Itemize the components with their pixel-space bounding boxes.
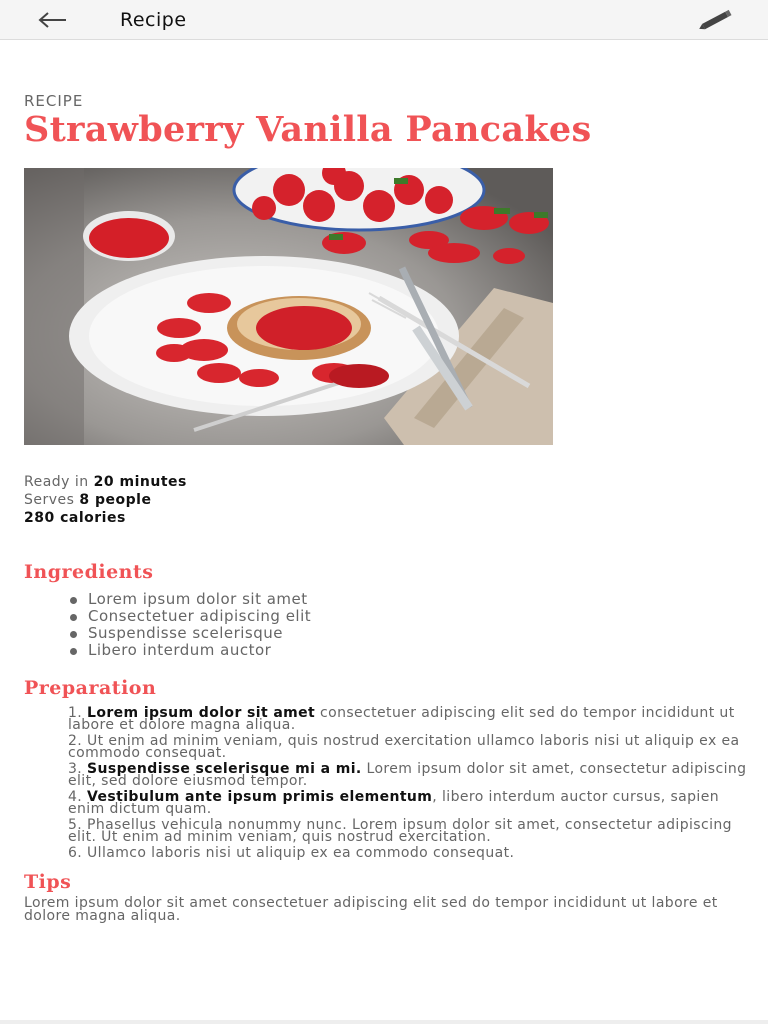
ready-time: Ready in 20 minutes: [24, 474, 187, 490]
preparation-heading: Preparation: [24, 677, 157, 699]
pencil-icon[interactable]: [696, 8, 736, 32]
preparation-step: 3. Suspendisse scelerisque mi a mi. Lorem ipsum dolor sit amet, consectetur adipiscing elit, sed dolore eiusmod tempor.: [68, 761, 747, 789]
ingredient-item: Suspendisse scelerisque: [70, 625, 748, 642]
preparation-step: 5. Phasellus vehicula nonummy nunc. Lorem ipsum dolor sit amet, consectetur adipiscing elit. Ut enim ad minim veniam, quis nostrud exercitation.: [68, 817, 732, 845]
ingredient-item: Consectetuer adipiscing elit: [70, 608, 748, 625]
tips-heading: Tips: [24, 871, 72, 893]
recipe-meta: [24, 473, 748, 527]
ingredient-item: Libero interdum auctor: [70, 642, 748, 659]
tips-text: Lorem ipsum dolor sit amet consectetuer adipiscing elit sed do tempor incididunt ut labore et dolore magna aliqua.: [24, 895, 718, 924]
preparation-step: 2. Ut enim ad minim veniam, quis nostrud exercitation ullamco laboris nisi ut aliquip ex ea commodo consequat.: [68, 733, 740, 761]
preparation-steps: [24, 707, 748, 859]
calories: 280 calories: [24, 510, 126, 526]
app-bar-title: Recipe: [120, 9, 187, 31]
bottom-divider: [0, 1020, 768, 1024]
app-bar: [0, 0, 768, 40]
preparation-step: 4. Vestibulum ante ipsum primis elementum, libero interdum auctor cursus, sapien enim dictum quam.: [68, 789, 719, 817]
recipe-photo: [24, 168, 553, 445]
preparation-step: 6. Ullamco laboris nisi ut aliquip ex ea commodo consequat.: [68, 845, 515, 861]
servings: Serves 8 people: [24, 492, 152, 508]
preparation-step: 1. Lorem ipsum dolor sit amet consectetuer adipiscing elit sed do tempor incididunt ut labore et dolore magna aliqua.: [68, 705, 735, 733]
ingredient-item: Lorem ipsum dolor sit amet: [70, 591, 748, 608]
recipe-content: [24, 92, 748, 923]
recipe-kicker: RECIPE: [24, 92, 84, 110]
ingredients-list: [24, 591, 748, 659]
ingredients-heading: Ingredients: [24, 561, 154, 583]
recipe-title: Strawberry Vanilla Pancakes: [24, 109, 592, 150]
arrow-left-icon[interactable]: [36, 8, 70, 32]
